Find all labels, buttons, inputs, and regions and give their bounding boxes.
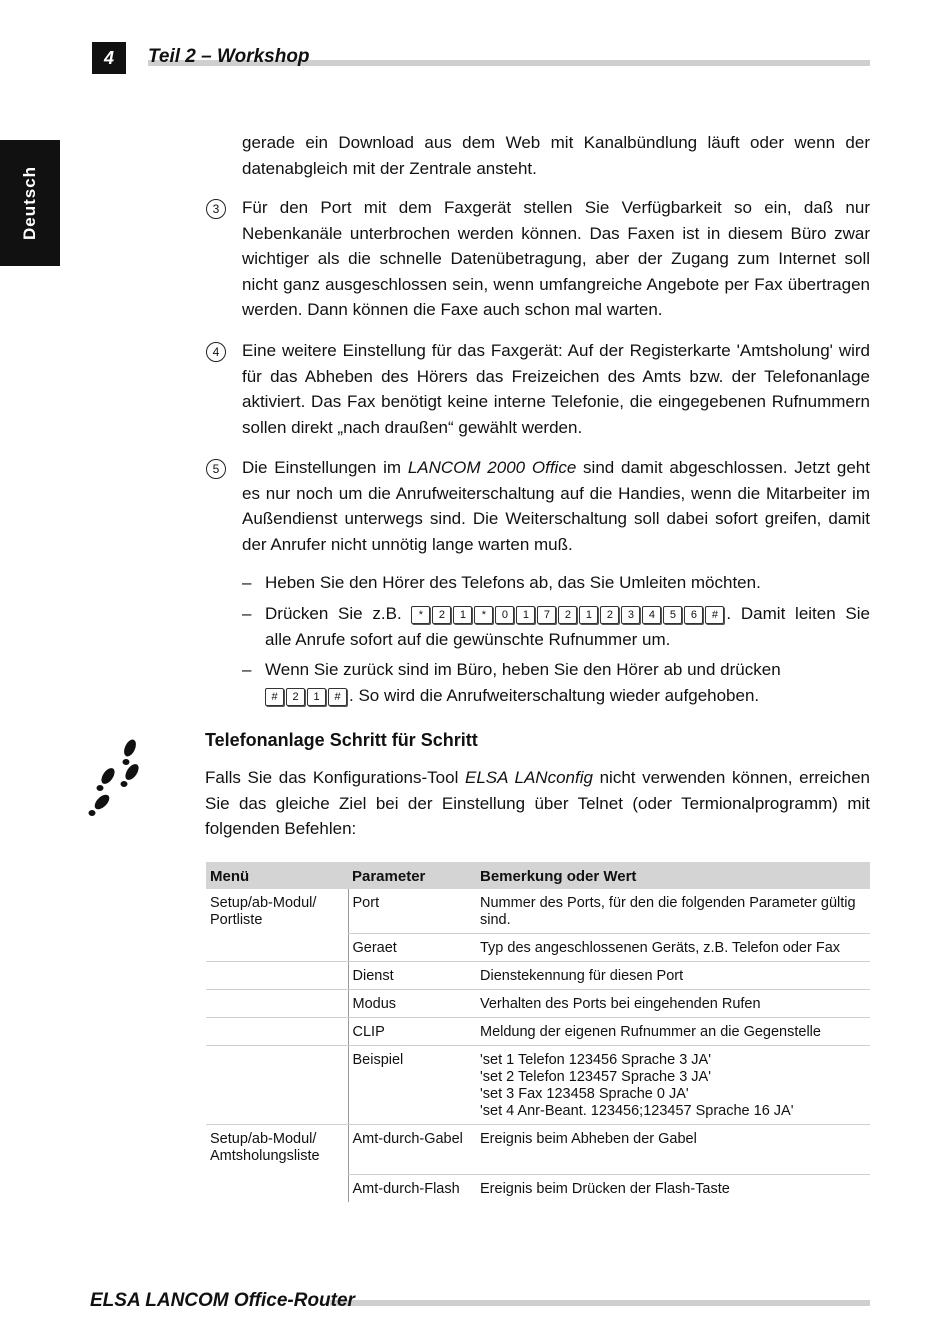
- footer-title: ELSA LANCOM Office-Router: [90, 1290, 355, 1311]
- keypad-key: 3: [621, 606, 640, 624]
- step-number-3: 3: [206, 199, 226, 219]
- table-row: [206, 1175, 870, 1203]
- step-5-post: sind damit abgeschlossen. Jetzt geht es nur noch um die Anrufweiterschaltung auf die Handies, wenn die Mitarbeiter im Außendienst unterwegs sind. Die Weiterschaltung soll dabei sofort greifen, damit der Anrufer nicht unnötig lange warten muß.: [242, 458, 870, 554]
- language-tab-label: Deutsch: [20, 165, 39, 241]
- command-table: [206, 862, 870, 1202]
- dash-item-3-text: [265, 657, 870, 708]
- dash-item-1-text: Heben Sie den Hörer des Telefons ab, das Sie Umleiten möchten.: [265, 573, 761, 592]
- table-row: [206, 934, 870, 962]
- dash-item-2-post: . Damit leiten Sie alle Anrufe sofort auf die gewünschte Rufnummer um.: [265, 604, 871, 649]
- keypad-key: 5: [663, 606, 682, 624]
- dash-item-2-text: [265, 601, 870, 652]
- keypad-key: *: [474, 606, 493, 624]
- dash-item-2-pre: Drücken Sie z.B.: [265, 604, 412, 623]
- cell-menu: [206, 962, 348, 990]
- keypad-key: 6: [684, 606, 703, 624]
- cell-param: Dienst: [348, 962, 476, 990]
- cell-menu: [206, 1175, 348, 1203]
- step-number-5: 5: [206, 459, 226, 479]
- cell-param: CLIP: [348, 1018, 476, 1046]
- page-number: 4: [92, 42, 126, 74]
- section-pre: Falls Sie das Konfigurations-Tool: [205, 768, 466, 787]
- table-row: [206, 1046, 870, 1125]
- example-line: 'set 1 Telefon 123456 Sprache 3 JA': [480, 1052, 711, 1068]
- language-tab: [0, 140, 60, 266]
- tool-name: ELSA LANconfig: [465, 768, 593, 787]
- step-3-text: Für den Port mit dem Faxgerät stellen Sie Verfügbarkeit so ein, daß nur Nebenkanäle unterbrochen werden können. Das Faxen ist in diesem Büro zwar wichtiger als die schnelle Datenübetragung, aber der Zugang zum Internet soll nicht ganz ausgeschlossen sein, wenn umfangreiche Angebote per Fax übertragen werden. Dann können die Faxe auch schon mal warten.: [242, 198, 870, 320]
- keypad-key: 1: [307, 688, 326, 706]
- keypad-key: #: [328, 688, 347, 706]
- section-post: nicht verwenden können, erreichen Sie das gleiche Ziel bei der Einstellung über Telnet (oder Termionalprogramm) mit folgenden Befehlen:: [205, 768, 871, 839]
- footsteps-icon: [80, 738, 150, 828]
- keypad-key: 2: [558, 606, 577, 624]
- cell-param: Geraet: [348, 934, 476, 962]
- step-5-text: [242, 455, 870, 557]
- cell-value: Dienstekennung für diesen Port: [476, 962, 870, 990]
- table-row: [206, 1125, 870, 1175]
- cell-value: Meldung der eigenen Rufnummer an die Gegenstelle: [476, 1018, 870, 1046]
- key-sequence-forward: [411, 604, 726, 623]
- key-sequence-cancel: [265, 686, 349, 705]
- example-line: 'set 2 Telefon 123457 Sprache 3 JA': [480, 1069, 711, 1085]
- footer-rule: [330, 1300, 870, 1306]
- cell-value: Nummer des Ports, für den die folgenden Parameter gültig sind.: [476, 889, 870, 934]
- keypad-key: 2: [286, 688, 305, 706]
- cell-param: Modus: [348, 990, 476, 1018]
- keypad-key: 4: [642, 606, 661, 624]
- header-title: Teil 2 – Workshop: [148, 46, 310, 67]
- keypad-key: #: [265, 688, 284, 706]
- keypad-key: 2: [600, 606, 619, 624]
- cell-value: [476, 1046, 870, 1125]
- keypad-key: #: [705, 606, 724, 624]
- table-row: [206, 962, 870, 990]
- product-name: LANCOM 2000 Office: [407, 458, 577, 477]
- step-4-text: Eine weitere Einstellung für das Faxgerät: Auf der Registerkarte 'Amtsholung' wird für das Abheben des Hörers das Freizeichen des Amts bzw. der Telefonanlage aktiviert. Das Fax benötigt keine interne Telefonie, die eingegebenen Rufnummern sollen direkt „nach draußen“ gewählt werden.: [242, 341, 870, 437]
- intro-paragraph: gerade ein Download aus dem Web mit Kanalbündlung läuft oder wenn der datenabgleich mit der Zentrale ansteht.: [242, 133, 870, 178]
- keypad-key: 1: [453, 606, 472, 624]
- cell-menu: [206, 1046, 348, 1125]
- table-header-row: [206, 862, 870, 889]
- keypad-key: 2: [432, 606, 451, 624]
- table-row: [206, 1018, 870, 1046]
- cell-menu: [206, 934, 348, 962]
- keypad-key: 1: [516, 606, 535, 624]
- cell-param: Beispiel: [348, 1046, 476, 1125]
- dash-item-3-post: . So wird die Anrufweiterschaltung wieder aufgehoben.: [349, 685, 760, 705]
- cell-param: Amt-durch-Flash: [348, 1175, 476, 1203]
- cell-param: Port: [348, 889, 476, 934]
- table-row: [206, 889, 870, 934]
- cell-value: Typ des angeschlossenen Geräts, z.B. Telefon oder Fax: [476, 934, 870, 962]
- table-row: [206, 990, 870, 1018]
- cell-menu: [206, 1018, 348, 1046]
- col-header-menu: Menü: [206, 862, 348, 889]
- cell-menu: Setup/ab-Modul/ Amtsholungsliste: [210, 1131, 320, 1164]
- step-5-pre: Die Einstellungen im: [242, 458, 408, 477]
- keypad-key: 7: [537, 606, 556, 624]
- example-line: 'set 4 Anr-Beant. 123456;123457 Sprache 16 JA': [480, 1103, 794, 1119]
- cell-value: Ereignis beim Abheben der Gabel: [476, 1125, 870, 1175]
- step-number-4: 4: [206, 342, 226, 362]
- keypad-key: 1: [579, 606, 598, 624]
- cell-value: Verhalten des Ports bei eingehenden Rufen: [476, 990, 870, 1018]
- keypad-key: *: [411, 606, 430, 624]
- col-header-parameter: Parameter: [348, 862, 476, 889]
- keypad-key: 0: [495, 606, 514, 624]
- cell-param: Amt-durch-Gabel: [348, 1125, 476, 1175]
- dash-item-3-pre: Wenn Sie zurück sind im Büro, heben Sie den Hörer ab und drücken: [265, 660, 781, 679]
- cell-menu: Setup/ab-Modul/ Portliste: [210, 895, 317, 928]
- section-paragraph: [205, 765, 870, 842]
- cell-menu: [206, 990, 348, 1018]
- section-title: Telefonanlage Schritt für Schritt: [205, 730, 478, 750]
- col-header-value: Bemerkung oder Wert: [476, 862, 870, 889]
- cell-value: Ereignis beim Drücken der Flash-Taste: [480, 1181, 730, 1197]
- example-line: 'set 3 Fax 123458 Sprache 0 JA': [480, 1086, 689, 1102]
